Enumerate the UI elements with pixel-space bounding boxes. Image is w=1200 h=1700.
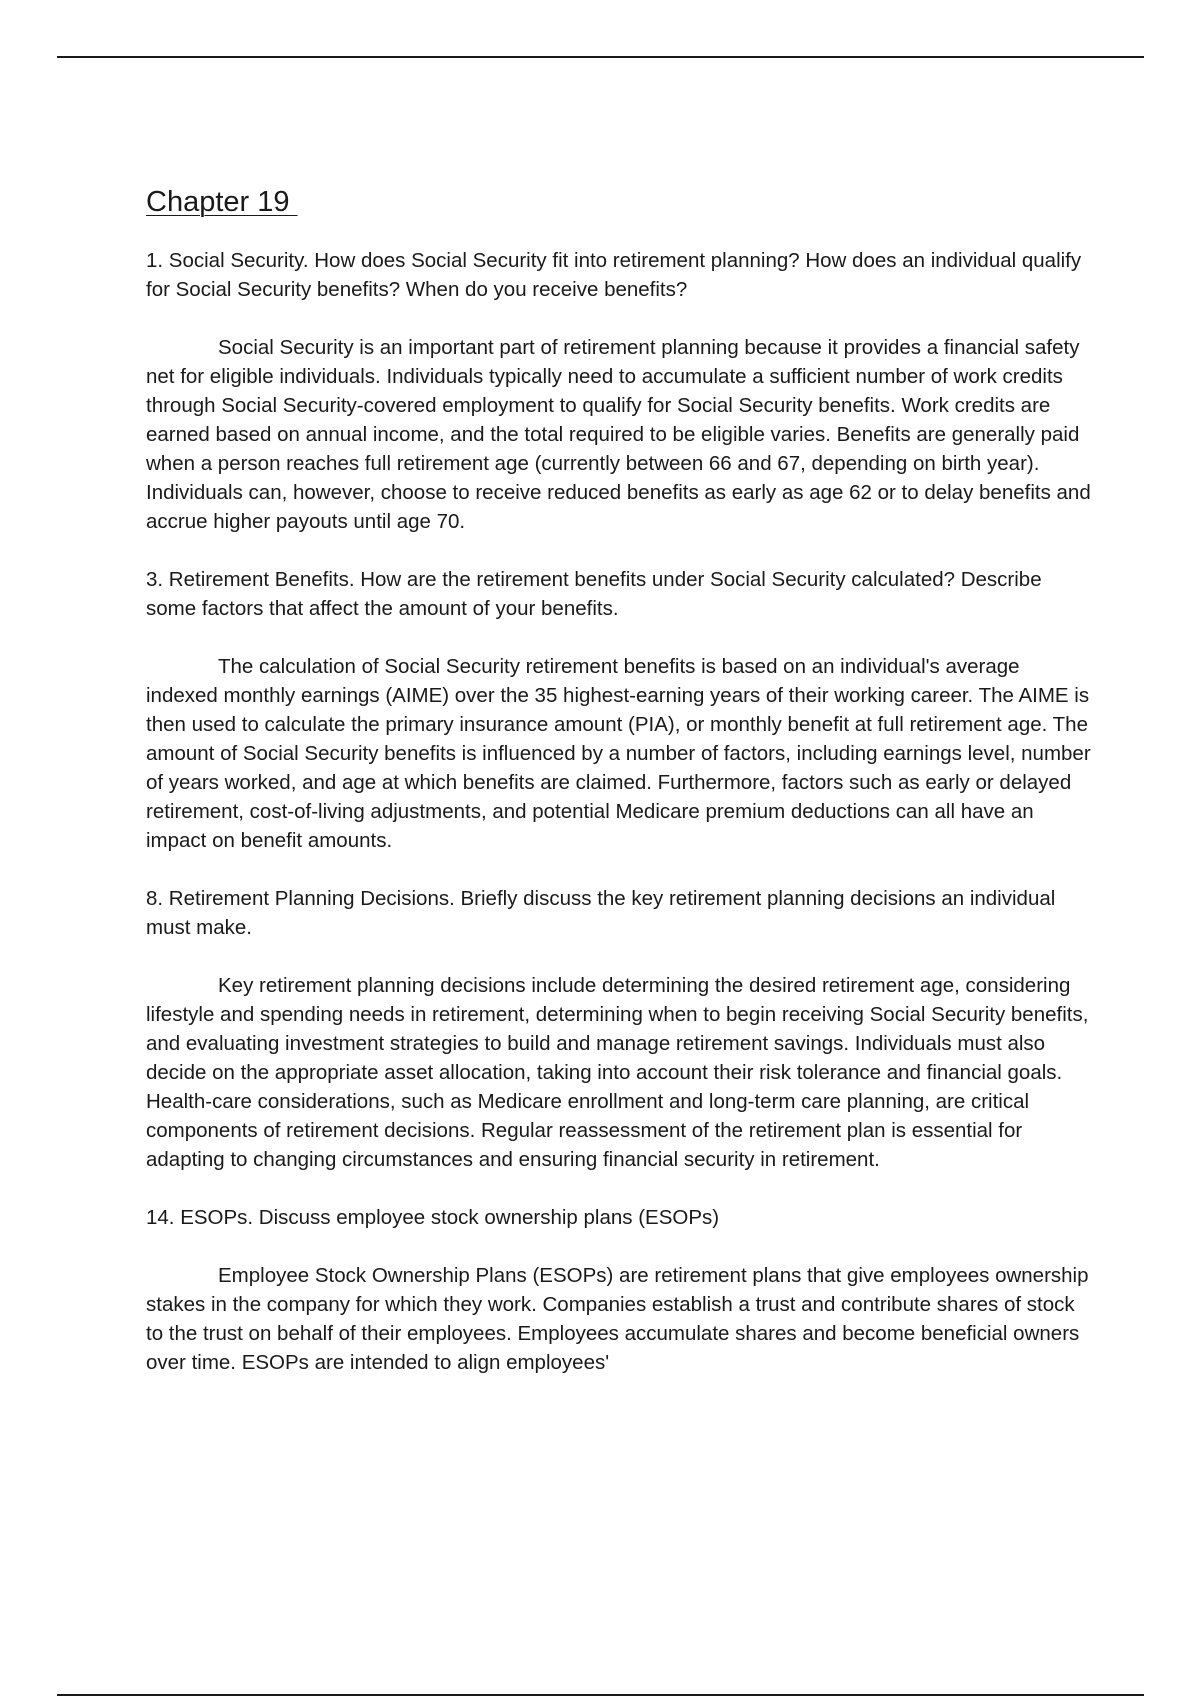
answer-social-security: Social Security is an important part of retirement planning because it provides a financial safety net for eligible individuals. Individuals typically need to accumulate a sufficient number of work credits through Social Security-covered employment to qualify for Social Security benefits. Work credits are earned based on annual income, and the total required to be eligible varies. Benefits are generally paid when a person reaches full retirement age (currently between 66 and 67, depending on birth year). Individuals can, however, choose to receive reduced benefits as early as age 62 or to delay benefits and accrue higher payouts until age 70. (146, 336, 1091, 533)
document-body (146, 182, 1096, 1406)
question-retirement-benefits: 3. Retirement Benefits. How are the retirement benefits under Social Security calculated? Describe some factors that affect the amount of your benefits. (146, 568, 1042, 620)
answer-esops: Employee Stock Ownership Plans (ESOPs) are retirement plans that give employees ownership stakes in the company for which they work. Companies establish a trust and contribute shares of stock to the trust on behalf of their employees. Employees accumulate shares and become beneficial owners over time. ESOPs are intended to align employees' (146, 1264, 1089, 1374)
question-esops: 14. ESOPs. Discuss employee stock ownership plans (ESOPs) (146, 1206, 720, 1229)
answer-retirement-benefits: The calculation of Social Security retirement benefits is based on an individual's average indexed monthly earnings (AIME) over the 35 highest-earning years of their working career. The AIME is then used to calculate the primary insurance amount (PIA), or monthly benefit at full retirement age. The amount of Social Security benefits is influenced by a number of factors, including earnings level, number of years worked, and age at which benefits are claimed. Furthermore, factors such as early or delayed retirement, cost-of-living adjustments, and potential Medicare premium deductions can all have an impact on benefit amounts. (146, 655, 1091, 852)
question-retirement-planning-decisions: 8. Retirement Planning Decisions. Briefly discuss the key retirement planning decisions an individual must make. (146, 887, 1056, 939)
chapter-title: Chapter 19 (146, 186, 298, 218)
question-social-security: 1. Social Security. How does Social Security fit into retirement planning? How does an individual qualify for Social Security benefits? When do you receive benefits? (146, 249, 1082, 301)
top-divider (57, 56, 1144, 58)
answer-retirement-planning-decisions: Key retirement planning decisions include determining the desired retirement age, considering lifestyle and spending needs in retirement, determining when to begin receiving Social Security benefits, and evaluating investment strategies to build and manage retirement savings. Individuals must also decide on the appropriate asset allocation, taking into account their risk tolerance and financial goals. Health-care considerations, such as Medicare enrollment and long-term care planning, are critical components of retirement decisions. Regular reassessment of the retirement plan is essential for adapting to changing circumstances and ensuring financial security in retirement. (146, 974, 1089, 1171)
bottom-divider (57, 1694, 1144, 1696)
